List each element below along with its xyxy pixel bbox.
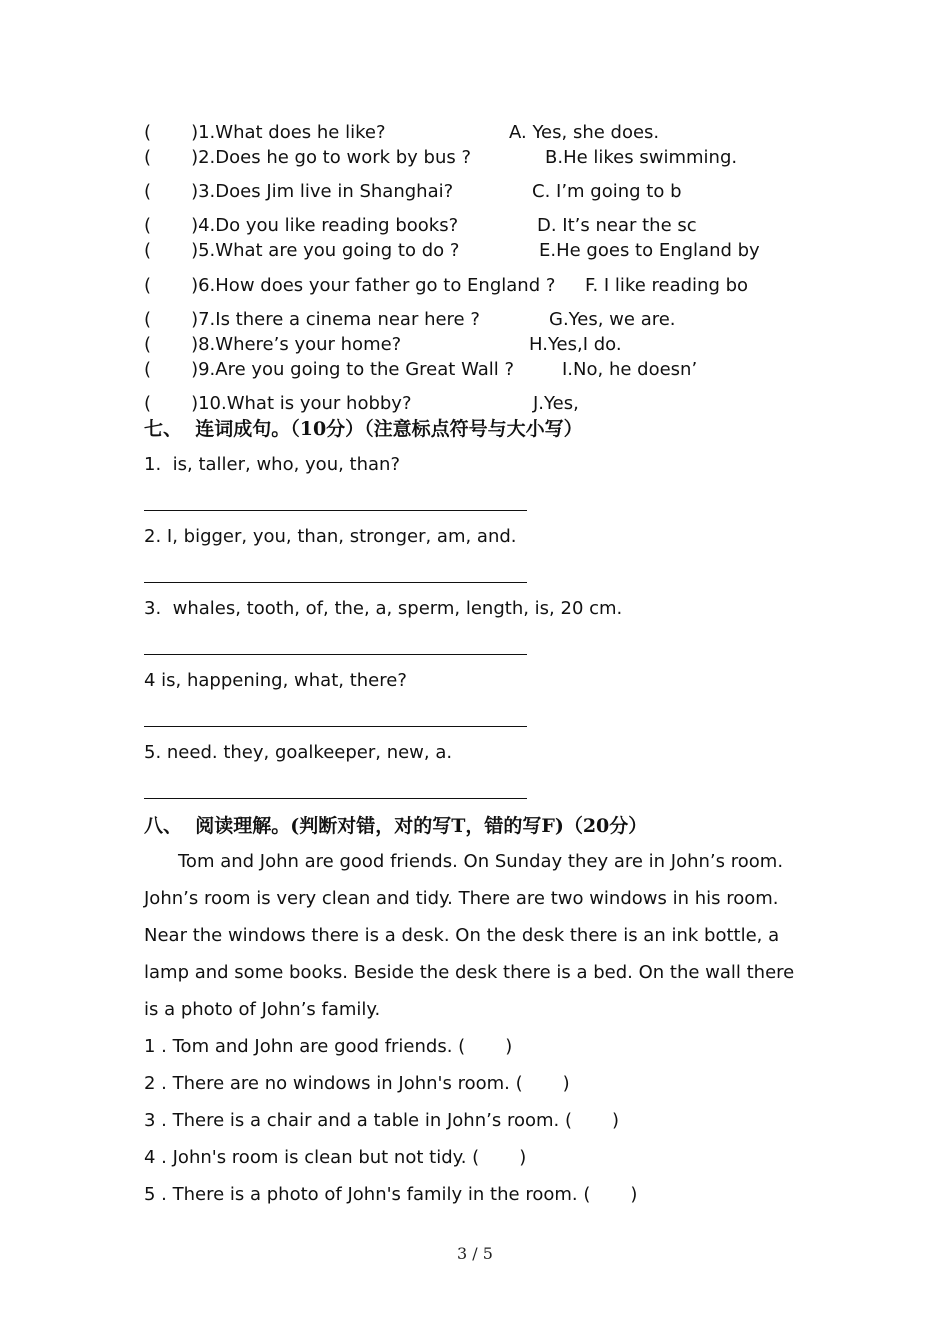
matching-question-8: ( )8.Where’s your home? [144, 334, 402, 355]
matching-answer-a: A. Yes, she does. [509, 122, 660, 143]
judge-item-2: 2 . There are no windows in John's room. ( ) [144, 1073, 570, 1094]
matching-question-7: ( )7.Is there a cinema near here ? [144, 309, 480, 330]
matching-answer-e: E.He goes to England by [539, 240, 760, 261]
matching-question-4: ( )4.Do you like reading books? [144, 215, 459, 236]
matching-answer-f: F. I like reading bo [585, 275, 749, 296]
sentence-item-1: 1. is, taller, who, you, than? [144, 454, 401, 475]
matching-answer-b: B.He likes swimming. [545, 147, 738, 168]
matching-answer-h: H.Yes,I do. [529, 334, 622, 355]
sentence-item-4: 4 is, happening, what, there? [144, 670, 407, 691]
matching-question-9: ( )9.Are you going to the Great Wall ? [144, 359, 515, 380]
reading-passage [144, 843, 804, 1028]
sentence-item-2: 2. I, bigger, you, than, stronger, am, and. [144, 526, 517, 547]
answer-line-4[interactable] [144, 726, 527, 727]
matching-answer-c: C. I’m going to b [532, 181, 682, 202]
matching-question-6: ( )6.How does your father go to England ? [144, 275, 556, 296]
matching-answer-i: I.No, he doesn’ [562, 359, 698, 380]
page-number: 3 / 5 [457, 1244, 493, 1263]
reading-passage-text: Tom and John are good friends. On Sunday they are in John’s room. John’s room is very clean and tidy. There are two windows in his room. Near the windows there is a desk. On the desk there is an ink bottle, a lamp and some books. Beside the desk there is a bed. On the wall there is a photo of John’s family. [144, 851, 795, 1020]
judge-item-4: 4 . John's room is clean but not tidy. ( ) [144, 1147, 527, 1168]
section-7-title: 七、 连词成句。（10分）（注意标点符号与大小写） [144, 418, 583, 440]
matching-answer-d: D. It’s near the sc [537, 215, 697, 236]
answer-line-1[interactable] [144, 510, 527, 511]
judge-item-3: 3 . There is a chair and a table in John’s room. ( ) [144, 1110, 620, 1131]
answer-line-2[interactable] [144, 582, 527, 583]
answer-line-5[interactable] [144, 798, 527, 799]
judge-item-1: 1 . Tom and John are good friends. ( ) [144, 1036, 513, 1057]
matching-question-2: ( )2.Does he go to work by bus ? [144, 147, 472, 168]
sentence-item-5: 5. need. they, goalkeeper, new, a. [144, 742, 453, 763]
matching-question-5: ( )5.What are you going to do ? [144, 240, 460, 261]
matching-question-3: ( )3.Does Jim live in Shanghai? [144, 181, 454, 202]
matching-question-1: ( )1.What does he like? [144, 122, 386, 143]
answer-line-3[interactable] [144, 654, 527, 655]
section-8-title: 八、 阅读理解。(判断对错，对的写T，错的写F)（20分） [144, 815, 648, 837]
sentence-item-3: 3. whales, tooth, of, the, a, sperm, length, is, 20 cm. [144, 598, 623, 619]
matching-answer-j: J.Yes, [533, 393, 579, 414]
matching-answer-g: G.Yes, we are. [549, 309, 676, 330]
judge-item-5: 5 . There is a photo of John's family in the room. ( ) [144, 1184, 638, 1205]
matching-question-10: ( )10.What is your hobby? [144, 393, 412, 414]
